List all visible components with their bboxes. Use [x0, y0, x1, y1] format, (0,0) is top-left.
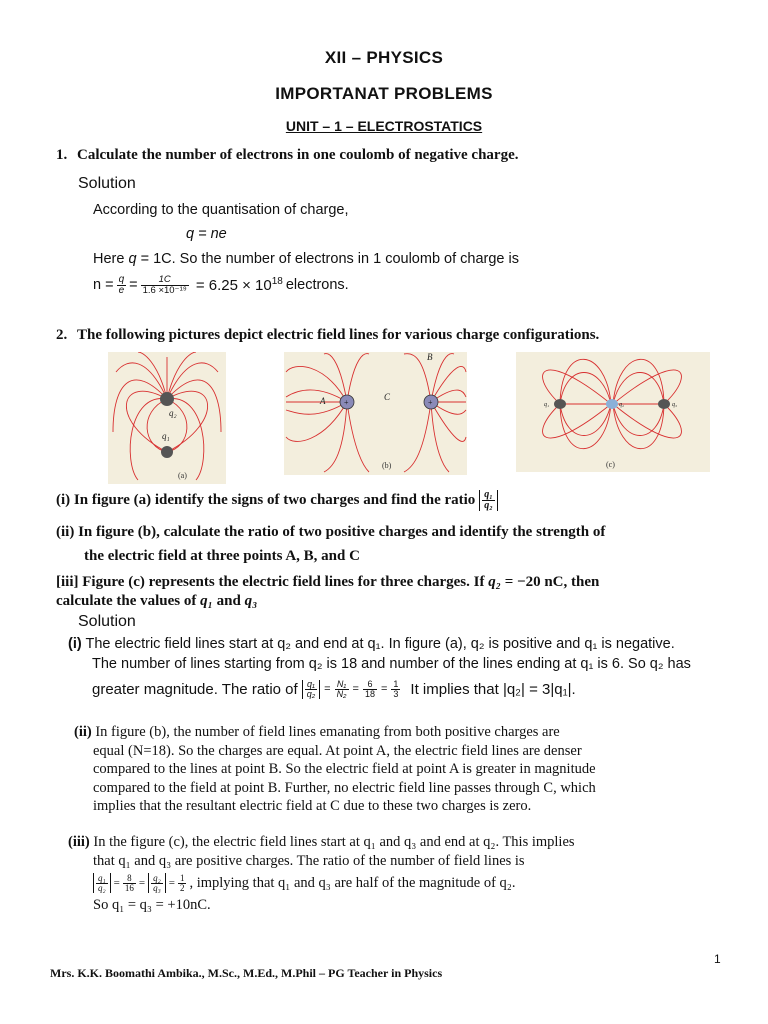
question-1-number: 1.: [56, 147, 68, 163]
q2-part-iii-q1: q₁: [200, 593, 213, 609]
q2-solution-i-1-3: [391, 680, 400, 699]
q2-solution-i-n2: N₂: [336, 688, 347, 699]
figure-a: [108, 352, 226, 484]
figure-b: [284, 352, 467, 475]
question-2-number: 2.: [56, 327, 68, 343]
q2-solution-iii-2: 2: [179, 882, 185, 893]
q1-line-3-rest: = 1C. So the number of electrons in 1 coulomb of charge is: [140, 251, 519, 267]
question-1: [56, 147, 518, 164]
q2-solution-iii-1-2: [178, 874, 187, 893]
fig-a-label-q1: q₁: [162, 431, 170, 441]
q2-solution-iii-16: 16: [124, 882, 134, 893]
q2-solution-i-6-18: [363, 680, 377, 699]
footer-author: Mrs. K.K. Boomathi Ambika., M.Sc., M.Ed., M.Phil – PG Teacher in Physics: [50, 966, 443, 980]
q2-part-iii-text-2: calculate the values of: [56, 593, 197, 609]
fig-c-label-q3: q₃: [672, 402, 678, 408]
q2-part-iii-q2: q₂: [488, 574, 501, 590]
charge-q2-sphere: [160, 392, 174, 406]
q2-part-iii-q3: q₃: [244, 593, 258, 609]
q2-solution-ii: [74, 723, 734, 816]
fig-b-label-a: A: [320, 396, 326, 406]
q2-part-i-ratio: [479, 490, 498, 511]
fig-c-label-q2: q₂: [619, 402, 625, 408]
q2-solution-iii-conclusion: , implying that q₁ and q₃ are half of the magnitude of q₂.: [189, 874, 516, 891]
q2-solution-ii-line-2: equal (N=18). So the charges are equal. At point A, the electric field lines are denser: [93, 742, 582, 759]
doc-subtitle: IMPORTANAT PROBLEMS: [275, 84, 493, 103]
q2-part-iii-text: [iii] Figure (c) represents the electric field lines for three charges. If: [56, 574, 485, 590]
fig-c-charge-q2: [606, 399, 618, 409]
q1-n-equals: n =: [93, 277, 114, 293]
q2-part-iii-line-2: [56, 593, 257, 610]
q2-part-ii-line-1: (ii) In figure (b), calculate the ratio of two positive charges and identify the strength of: [56, 524, 606, 540]
q1-frac-1c-den: 1.6 ×10⁻¹⁹: [142, 284, 187, 296]
fig-b-caption: (b): [382, 461, 392, 470]
q1-line-1: According to the quantisation of charge,: [93, 202, 349, 218]
q2-solution-i-text-1: The electric field lines start at q₂ and end at q₁. In figure (a), q₂ is positive and q₁ is negative.: [85, 636, 675, 652]
q1-result-exponent: 18: [271, 276, 283, 287]
q1-frac-q-over-e: [117, 275, 127, 296]
q2-solution-i-ratio-den: q₂: [306, 688, 316, 699]
q2-solution-i-line-3: greater magnitude. The ratio of $\frac{\text{q₁}}{\text{q₂}}$ = $\frac{\text{N₁}}{\text{N₂}}$ = $\frac{6}{18}$ = $\frac{1}{3}$ It implies that |q₂| = 3|q₁|.: [92, 678, 576, 699]
fig-a-label-q2: q₂: [169, 408, 177, 418]
q2-solution-iii-ratio-2: [148, 873, 166, 892]
fig-c-charge-q3: [658, 399, 670, 409]
q2-solution-ii-label: (ii): [74, 724, 92, 740]
q2-solution-iii-q1: q₁: [98, 872, 106, 883]
q2-part-i: [56, 490, 498, 511]
q2-solution-ii-line-1: In figure (b), the number of field lines emanating from both positive charges are: [95, 724, 560, 740]
q2-solution-iii-line-2: that q₁ and q₃ are positive charges. The ratio of the number of field lines is: [93, 852, 525, 869]
q2-solution-iii-1: 1: [179, 872, 185, 883]
q1-result-unit: electrons.: [285, 277, 349, 293]
q1-frac-q: q: [118, 273, 125, 285]
q2-solution-i-n1: N₁: [335, 680, 349, 690]
q2-solution-i-line-2: The number of lines starting from q₂ is 18 and number of the lines ending at q₁ is 6. So q₂ has: [92, 656, 691, 672]
doc-title: XII – PHYSICS: [324, 48, 444, 67]
q1-frac-1c: [141, 275, 189, 295]
plus-sign-right: +: [428, 398, 433, 407]
fig-b-label-b: B: [427, 352, 433, 362]
plus-sign-left: +: [344, 398, 349, 407]
q2-part-i-num: q₁: [484, 489, 493, 500]
q1-line-3: [93, 251, 519, 267]
q1-formula: q = ne: [186, 226, 227, 242]
q2-solution-i-conclusion: It implies that |q₂| = 3|q₁|.: [410, 680, 576, 698]
q2-solution-i-line-1: [68, 636, 675, 652]
q1-solution-heading: Solution: [78, 175, 136, 192]
q2-solution-i-n-frac: [335, 680, 349, 699]
q2-solution-iii-8: 8: [123, 874, 136, 884]
q2-solution-i-1: 1: [393, 678, 399, 689]
q2-solution-iii-line-3: $\frac{\text{q₁}}{\text{q₂}}$ = $\frac{8}{16}$ = $\frac{\text{q₂}}{\text{q₃}}$ = $\frac{1}{2}$ , implying that q₁ and q₃ are half of the magnitude of q₂.: [68, 870, 738, 896]
q2-part-iii-and: and: [216, 593, 241, 609]
q2-solution-i-3: 3: [393, 688, 399, 699]
page-number: 1: [714, 952, 721, 966]
q2-part-i-den: q₂: [484, 500, 493, 511]
q2-solution-iii: [68, 833, 738, 915]
q2-solution-i-ratio: [302, 680, 320, 699]
q2-solution-i-label: (i): [68, 636, 82, 652]
fig-a-caption: (a): [178, 471, 187, 480]
q2-solution-i-18: 18: [364, 688, 375, 699]
q2-solution-iii-q2b: q₂: [153, 872, 161, 883]
fig-b-label-c: C: [384, 392, 391, 402]
question-1-text: Calculate the number of electrons in one coulomb of negative charge.: [77, 147, 519, 163]
q2-solution-iii-q2a: q₂: [98, 882, 106, 893]
q1-calculation: n = $\frac{q}{e}$ = $\frac{1C}{\text{1.6 ×10⁻¹⁹}}$ = $6.25 \times 10^{18}$ electrons.: [93, 273, 349, 296]
figure-c: [516, 352, 710, 472]
charge-q1-sphere: [161, 446, 173, 458]
unit-heading: UNIT – 1 – ELECTROSTATICS: [285, 118, 483, 134]
q2-solution-iii-line-4: So q₁ = q₃ = +10nC.: [93, 897, 211, 913]
q2-solution-ii-line-3: compared to the lines at point B. So the electric field at point A is greater in magnitude: [93, 761, 596, 777]
q1-frac-e: e: [118, 284, 125, 296]
q2-solution-iii-ratio-1: [93, 873, 111, 892]
q2-part-iii-value: = −20 nC, then: [504, 574, 600, 590]
q2-solution-heading: Solution: [78, 613, 136, 630]
q2-part-ii-line-2: the electric field at three points A, B, and C: [84, 548, 360, 564]
q2-solution-ii-line-5: implies that the resultant electric field at C due to these two charges is zero.: [93, 798, 532, 814]
q1-result-value: = 6.25 × 10: [195, 277, 272, 294]
q1-line-3-pre: Here: [93, 251, 125, 267]
q1-result: [196, 276, 283, 294]
fig-c-label-q1: q₁: [544, 402, 550, 408]
q2-part-i-text: (i) In figure (a) identify the signs of two charges and find the ratio: [56, 492, 476, 508]
q2-solution-iii-label: (iii): [68, 834, 90, 850]
question-2-text: The following pictures depict electric field lines for various charge configurations.: [77, 327, 600, 343]
q2-solution-iii-8-16: [123, 874, 136, 893]
q1-frac-1c-num: 1C: [141, 275, 189, 286]
q2-solution-i-text-3: greater magnitude. The ratio of: [92, 680, 298, 698]
q2-part-iii-line-1: [56, 574, 599, 591]
q2-solution-iii-q3: q₃: [153, 882, 161, 893]
q2-solution-i-ratio-num: q₁: [305, 680, 317, 690]
q2-solution-iii-line-1: In the figure (c), the electric field lines start at q₁ and q₃ and end at q₂. This implies: [93, 834, 575, 850]
q2-solution-i-6: 6: [363, 680, 377, 690]
q2-solution-ii-line-4: compared to the field at point B. Further, no electric field line passes through C, which: [93, 779, 596, 796]
q1-line-3-q: q: [128, 251, 137, 267]
fig-c-caption: (c): [606, 460, 615, 469]
question-2: [56, 327, 599, 344]
fig-c-charge-q1: [554, 399, 566, 409]
